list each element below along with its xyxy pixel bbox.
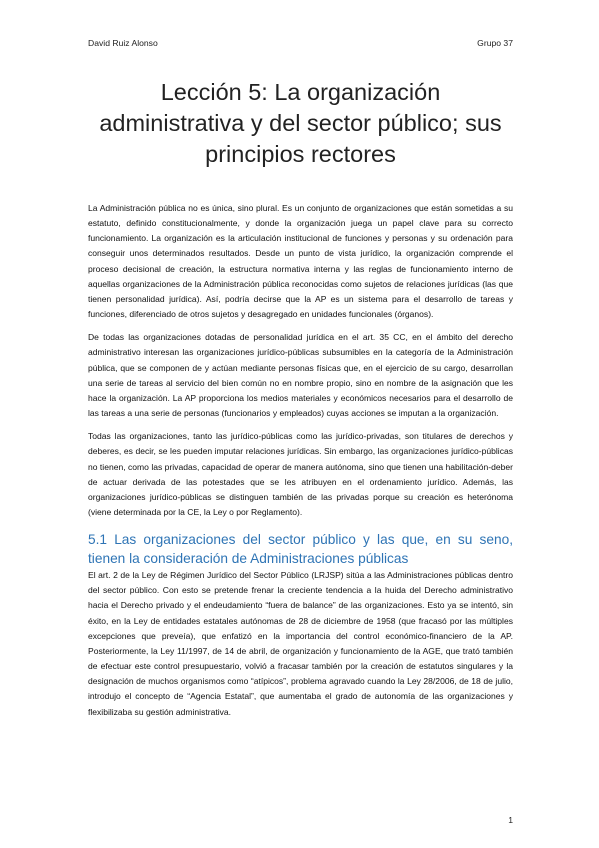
- section-heading: 5.1 Las organizaciones del sector público y las que, en su seno, tienen la consideración de Administraciones públicas: [88, 532, 513, 566]
- page-number: 1: [508, 815, 513, 825]
- header-author: David Ruiz Alonso: [88, 38, 158, 48]
- body-paragraph-1: La Administración pública no es única, sino plural. Es un conjunto de organizaciones que están sometidas a su estatuto, definido constitucionalmente, y donde la organización juega un papel clave para su correcto funcionamiento. La organización es la articulación institucional de funciones y personas y su ordenación para conseguir unos determinados resultados. Desde un punto de vista jurídico, la organización comprende el proceso decisional de creación, la estructura normativa interna y las reglas de funcionamiento interno de aquellas organizaciones de la Administración pública reconocidas como sujetos de relaciones jurídicas (las que tienen personalidad jurídica). Así, podría decirse que la AP es un sistema para el desarrollo de tareas y funciones, diferenciado de otros sujetos y desagregado en unidades funcionales (órganos).: [88, 203, 513, 320]
- section-paragraph: El art. 2 de la Ley de Régimen Jurídico del Sector Público (LRJSP) sitúa a las Administraciones públicas dentro del sector público. Con esto se pretende frenar la creciente tendencia a la huida del Derecho administrativo hacia el Derecho privado y el endeudamiento “fuera de balance” de las organizaciones. Esto ya se intentó, sin éxito, en la Ley de entidades estatales autónomas de 28 de diciembre de 1958 (que fracasó por las múltiples excepciones que preveía), que enfatizó en la importancia del control económico-financiero de la AP. Posteriormente, la Ley 11/1997, de 14 de abril, de organización y funcionamiento de la AGE, que trató también de efectuar este control presupuestario, volvió a fracasar también por la creación de estatutos singulares y la designación de muchos organismos como “atípicos”, problema agravado cuando la Ley 28/2006, de 18 de julio, introdujo el concepto de “Agencia Estatal”, que aumentaba el grado de autonomía de las organizaciones y flexibilizaba su gestión administrativa.: [88, 570, 513, 717]
- body-paragraph-3: Todas las organizaciones, tanto las jurídico-públicas como las jurídico-privadas, son titulares de derechos y deberes, es decir, se les pueden imputar relaciones jurídicas. Sin embargo, las organizaciones jurídico-públicas no tienen, como las privadas, capacidad de operar de manera autónoma, sino que tienen una habilitación-deber de actuar derivada de las potestades que se les atribuyen en el ordenamiento jurídico. Además, las organizaciones jurídico-públicas se distinguen también de las privadas porque su creación es heterónoma (viene determinada por la CE, la Ley o por Reglamento).: [88, 431, 513, 517]
- page-header: [88, 38, 513, 48]
- header-group: Grupo 37: [477, 38, 513, 48]
- document-body: [88, 201, 513, 728]
- page-title: Lección 5: La organización administrativa y del sector público; sus principios rectores: [99, 79, 502, 167]
- body-paragraph-2: De todas las organizaciones dotadas de personalidad jurídica en el art. 35 CC, en el ámbito del derecho administrativo interesan las organizaciones jurídico-públicas subsumibles en la categoría de la Administración pública, que se componen de y actúan mediante personas físicas que, en el ejercicio de su cargo, desarrollan una serie de tareas al servicio del bien común no en nombre propio, sino en nombre de la asignación que les hace la organización. La AP proporciona los medios materiales y económicos necesarios para el desarrollo de las tareas a una serie de personas (funcionarios y empleados) cuyas acciones se imputan a la organización.: [88, 332, 513, 419]
